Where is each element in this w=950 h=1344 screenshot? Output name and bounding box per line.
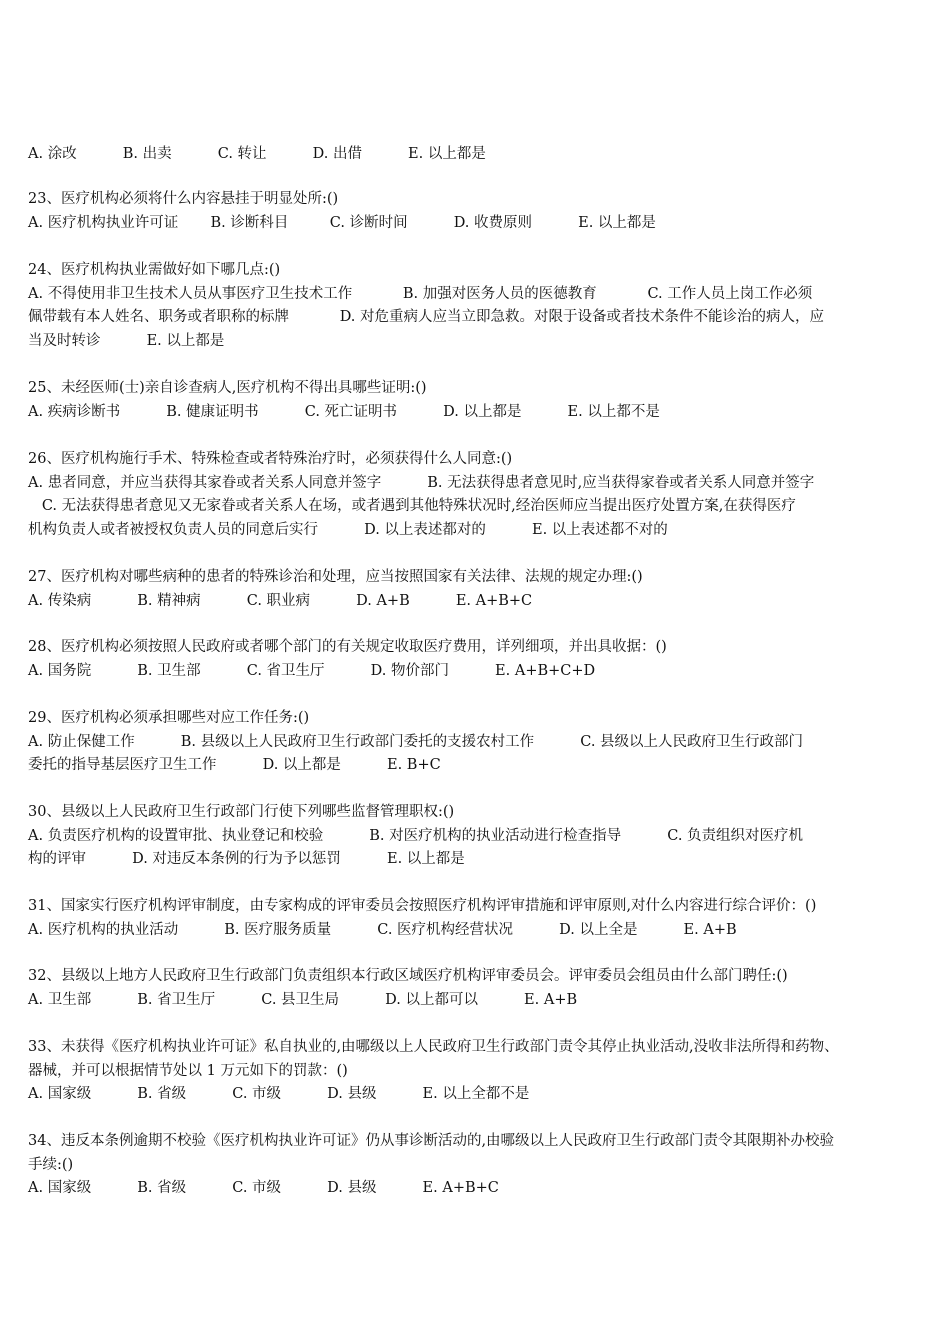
question-29: [28, 707, 918, 778]
question-33: [28, 1036, 918, 1107]
answer-options: A. 不得使用非卫生技术人员从事医疗卫生技术工作 B. 加强对医务人员的医德教育 C. 工作人员上岗工作必须: [28, 285, 813, 302]
answer-options: A. 国家级 B. 省级 C. 市级 D. 县级 E. A+B+C: [28, 1180, 499, 1196]
answer-options-22: [28, 143, 918, 167]
answer-options: A. 疾病诊断书 B. 健康证明书 C. 死亡证明书 D. 以上都是 E. 以上都不是: [28, 403, 660, 420]
question-text: 25、未经医师(士)亲自诊查病人,医疗机构不得出具哪些证明:(): [28, 380, 427, 396]
answer-options: 当及时转诊 E. 以上都是: [28, 332, 225, 349]
question-30: [28, 801, 918, 872]
question-text: 30、县级以上人民政府卫生行政部门行使下列哪些监督管理职权:(): [28, 804, 455, 820]
answer-options: A. 负责医疗机构的设置审批、执业登记和校验 B. 对医疗机构的执业活动进行检查指导 C. 负责组织对医疗机: [28, 827, 804, 844]
answer-options: 构的评审 D. 对违反本条例的行为予以惩罚 E. 以上都是: [28, 851, 465, 867]
question-24: [28, 259, 918, 353]
question-28: [28, 636, 918, 683]
answer-options: A. 患者同意，并应当获得其家眷或者关系人同意并签字 B. 无法获得患者意见时,应当获得家眷或者关系人同意并签字: [28, 474, 815, 491]
answer-options: 机构负责人或者被授权负责人员的同意后实行 D. 以上表述都对的 E. 以上表述都不对的: [28, 521, 668, 538]
question-23: [28, 188, 918, 235]
text-line: A. 涂改 B. 出卖 C. 转让 D. 出借 E. 以上都是: [28, 146, 486, 162]
question-text: 手续:(): [28, 1156, 74, 1173]
answer-options: A. 国务院 B. 卫生部 C. 省卫生厅 D. 物价部门 E. A+B+C+D: [28, 662, 596, 679]
question-text: 33、未获得《医疗机构执业许可证》私自执业的,由哪级以上人民政府卫生行政部门责令其停止执业活动,没收非法所得和药物、: [28, 1039, 839, 1055]
question-31: [28, 895, 918, 942]
answer-options: A. 医疗机构的执业活动 B. 医疗服务质量 C. 医疗机构经营状况 D. 以上全是 E. A+B: [28, 921, 737, 938]
answer-options: A. 防止保健工作 B. 县级以上人民政府卫生行政部门委托的支援农村工作 C. 县级以上人民政府卫生行政部门: [28, 733, 804, 750]
question-26: [28, 448, 918, 542]
question-text: 24、医疗机构执业需做好如下哪几点:(): [28, 262, 281, 278]
question-34: [28, 1130, 918, 1201]
question-text: 28、医疗机构必须按照人民政府或者哪个部门的有关规定收取医疗费用，详列细项，并出具收据：(): [28, 639, 667, 655]
question-text: 34、违反本条例逾期不校验《医疗机构执业许可证》仍从事诊断活动的,由哪级以上人民政府卫生行政部门责令其限期补办校验: [28, 1133, 835, 1149]
question-25: [28, 377, 918, 424]
answer-options: A. 传染病 B. 精神病 C. 职业病 D. A+B E. A+B+C: [28, 592, 533, 609]
question-text: 29、医疗机构必须承担哪些对应工作任务:(): [28, 710, 310, 726]
question-text: 27、医疗机构对哪些病种的患者的特殊诊治和处理，应当按照国家有关法律、法规的规定办理:(): [28, 569, 643, 585]
question-text: 31、国家实行医疗机构评审制度，由专家构成的评审委员会按照医疗机构评审措施和评审原则,对什么内容进行综合评价：(): [28, 898, 817, 914]
answer-options: A. 医疗机构执业许可证 B. 诊断科目 C. 诊断时间 D. 收费原则 E. 以上都是: [28, 214, 656, 231]
answer-options: A. 卫生部 B. 省卫生厅 C. 县卫生局 D. 以上都可以 E. A+B: [28, 991, 578, 1008]
answer-options: A. 国家级 B. 省级 C. 市级 D. 县级 E. 以上全都不是: [28, 1086, 530, 1102]
question-27: [28, 566, 918, 613]
answer-options: 委托的指导基层医疗卫生工作 D. 以上都是 E. B+C: [28, 757, 441, 773]
question-text: 32、县级以上地方人民政府卫生行政部门负责组织本行政区域医疗机构评审委员会。评审委员会组员由什么部门聘任:(): [28, 968, 788, 984]
question-32: [28, 965, 918, 1012]
answer-options: C. 无法获得患者意见又无家眷或者关系人在场，或者遇到其他特殊状况时,经治医师应当提出医疗处置方案,在获得医疗: [28, 498, 796, 514]
question-text: 26、医疗机构施行手术、特殊检查或者特殊治疗时，必须获得什么人同意:(): [28, 451, 513, 467]
answer-options: 佩带载有本人姓名、职务或者职称的标牌 D. 对危重病人应当立即急救。对限于设备或者技术条件不能诊治的病人，应: [28, 309, 825, 325]
question-text: 器械，并可以根据情节处以 1 万元如下的罚款：(): [28, 1062, 348, 1079]
question-text: 23、医疗机构必须将什么内容悬挂于明显处所:(): [28, 191, 339, 207]
